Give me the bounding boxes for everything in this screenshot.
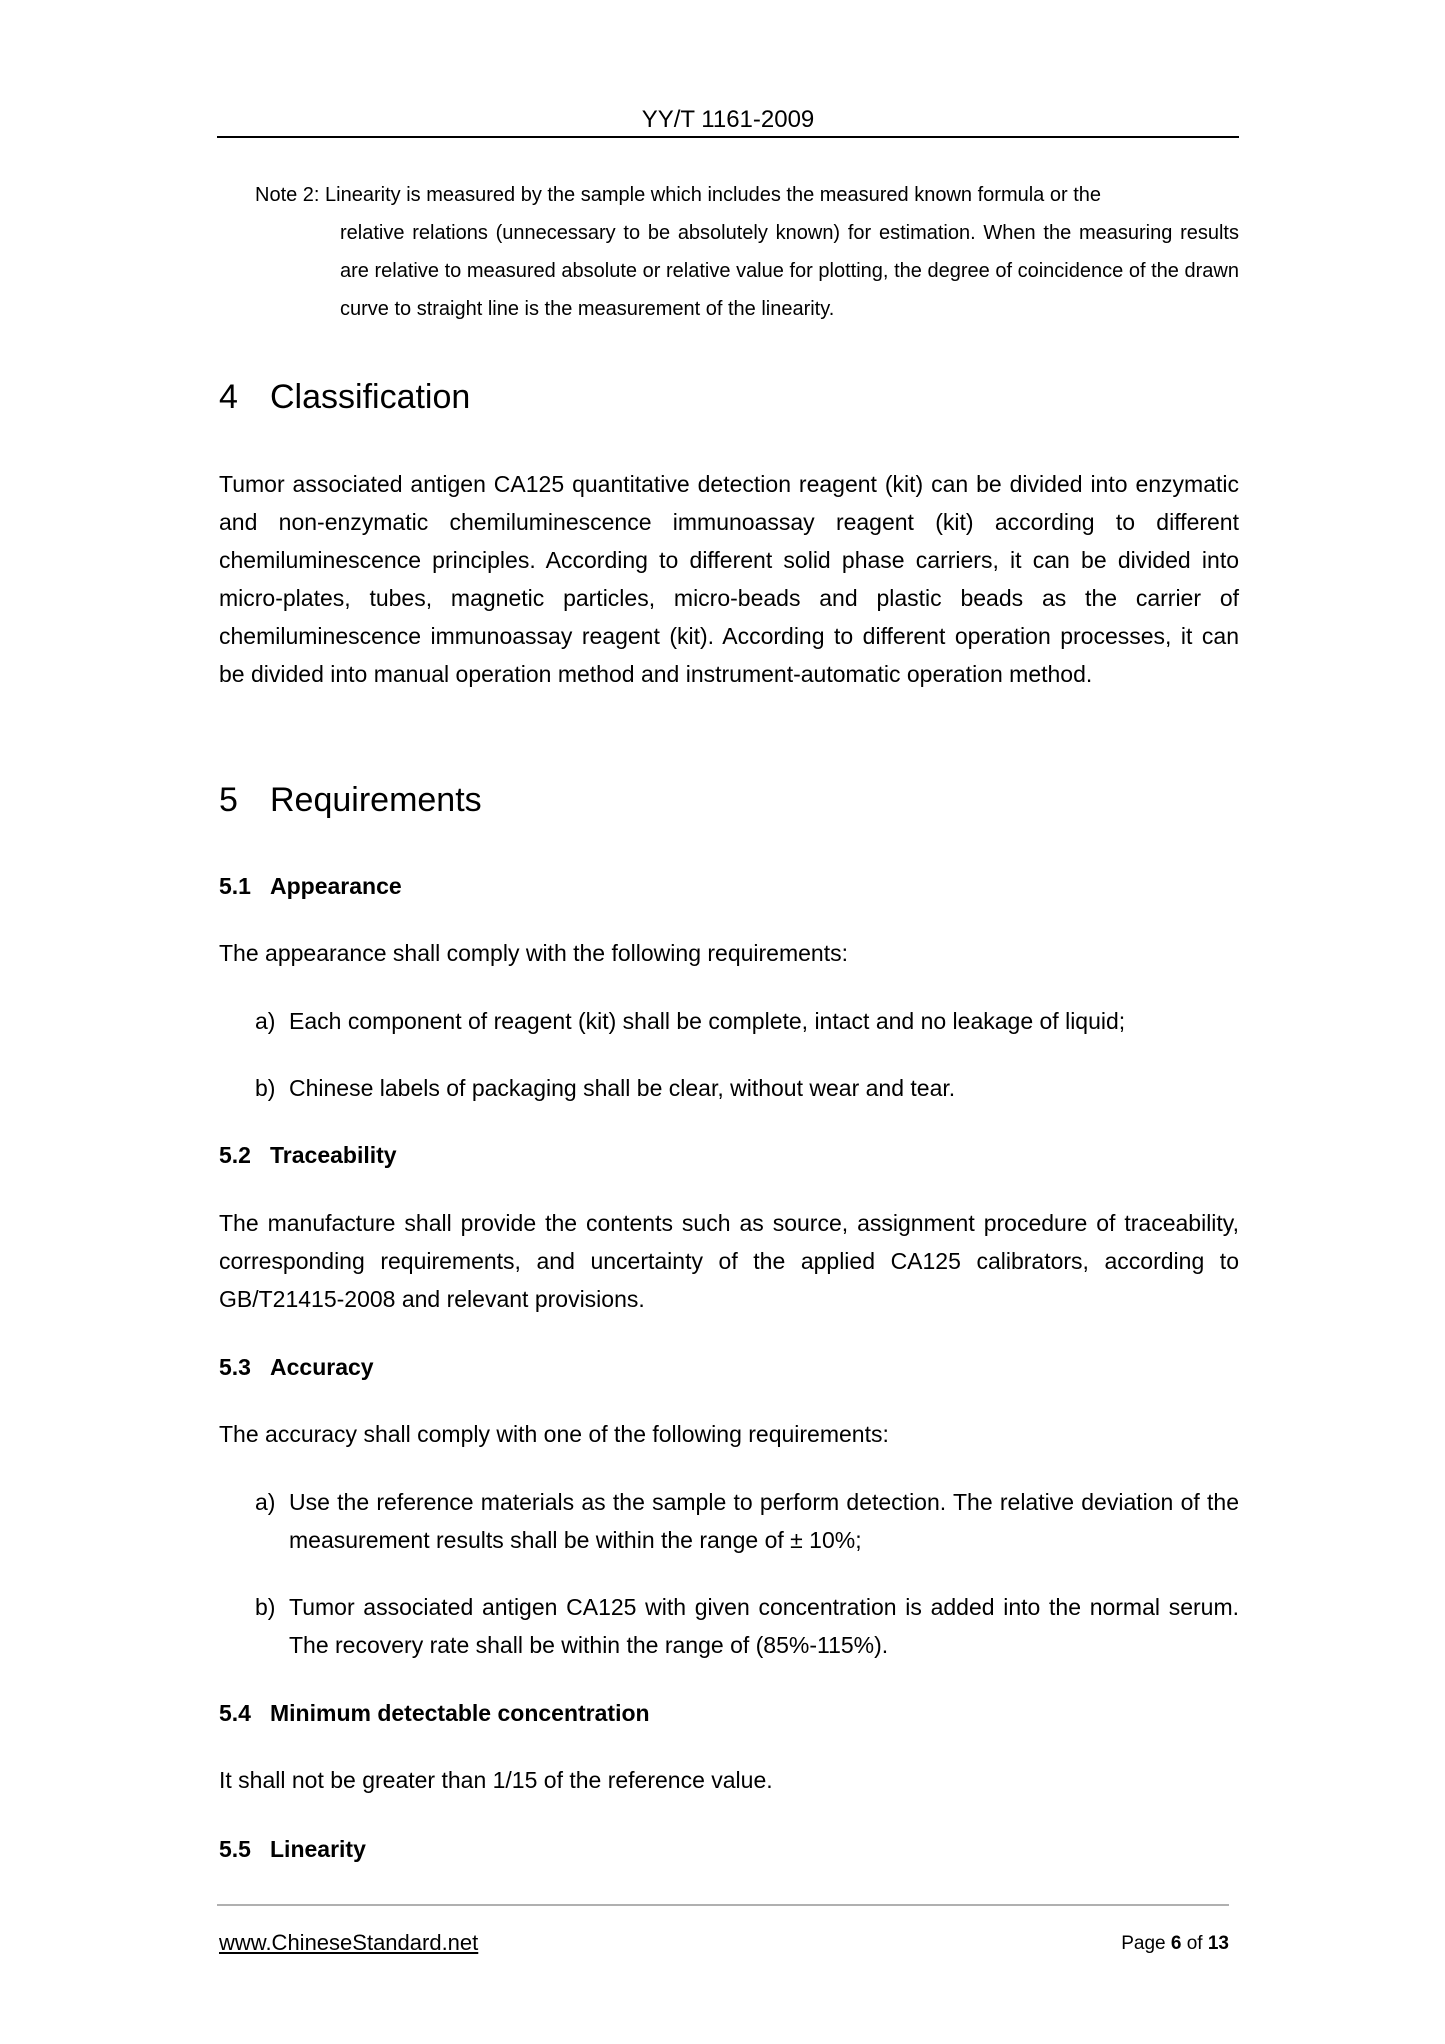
page-number (1121, 1931, 1229, 1957)
section-title: Classification (270, 378, 471, 416)
page-word: Page (1121, 1933, 1166, 1954)
section-title: Minimum detectable concentration (270, 1700, 650, 1726)
section-5-5-heading (219, 1830, 366, 1868)
section-number: 5 (219, 781, 238, 819)
section-5-3-heading (219, 1348, 374, 1386)
section-5-heading (219, 778, 482, 822)
section-number: 5.4 (219, 1700, 251, 1726)
list-label: b) (255, 1594, 276, 1620)
list-item (255, 1069, 1239, 1107)
header-divider (217, 136, 1239, 138)
section-title: Appearance (270, 873, 402, 899)
total-pages: 13 (1207, 1933, 1229, 1954)
footer-website-link[interactable]: www.ChineseStandard.net (219, 1930, 479, 1955)
section-title: Requirements (270, 781, 482, 819)
section-5-2-heading (219, 1136, 397, 1174)
running-header: YY/T 1161-2009 (641, 106, 815, 133)
note-text: Linearity is measured by the sample which includes the measured known formula or the (325, 184, 1101, 206)
list-text: Use the reference materials as the sample to perform detection. The relative deviation of the measurement results shall be within the range of ± 10%; (289, 1489, 1239, 1553)
list-label: b) (255, 1075, 276, 1101)
section-5-1-heading (219, 867, 402, 905)
list-item (255, 1588, 1239, 1664)
list-text: Each component of reagent (kit) shall be complete, intact and no leakage of liquid; (289, 1008, 1126, 1034)
classification-paragraph: Tumor associated antigen CA125 quantitative detection reagent (kit) can be divided into enzymatic and non-enzymatic chemiluminescence immunoassay reagent (kit) according to different chemiluminescence principles. According to different solid phase carriers, it can be divided into micro-plates, tubes, magnetic particles, micro-beads and plastic beads as the carrier of chemiluminescence immunoassay reagent (kit). According to different operation processes, it can be divided into manual operation method and instrument-automatic operation method. (219, 471, 1239, 687)
list-text: Chinese labels of packaging shall be clear, without wear and tear. (289, 1075, 956, 1101)
section-number: 5.1 (219, 873, 251, 899)
accuracy-intro: The accuracy shall comply with one of the following requirements: (219, 1421, 889, 1447)
section-number: 5.3 (219, 1354, 251, 1380)
min-detectable-paragraph: It shall not be greater than 1/15 of the reference value. (219, 1767, 773, 1793)
section-number: 4 (219, 378, 238, 416)
footer-divider (217, 1904, 1229, 1906)
list-item (255, 1483, 1239, 1559)
section-title: Traceability (270, 1142, 397, 1168)
section-number: 5.2 (219, 1142, 251, 1168)
list-item (255, 1002, 1239, 1040)
note-label: Note 2: (255, 184, 320, 206)
section-4-heading (219, 375, 470, 419)
of-word: of (1186, 1933, 1203, 1954)
appearance-intro: The appearance shall comply with the following requirements: (219, 940, 848, 966)
list-text: Tumor associated antigen CA125 with given concentration is added into the normal serum. The recovery rate shall be within the range of (85%-115%). (289, 1594, 1239, 1658)
current-page: 6 (1170, 1933, 1182, 1954)
note-continuation: relative relations (unnecessary to be absolutely known) for estimation. When the measuring results are relative to measured absolute or relative value for plotting, the degree of coincidence of the drawn curve to straight line is the measurement of the linearity. (340, 222, 1239, 320)
section-5-4-heading (219, 1694, 650, 1732)
list-label: a) (255, 1489, 276, 1515)
section-title: Accuracy (270, 1354, 374, 1380)
section-number: 5.5 (219, 1836, 251, 1862)
note-2 (255, 176, 1239, 328)
list-label: a) (255, 1008, 276, 1034)
traceability-paragraph: The manufacture shall provide the contents such as source, assignment procedure of traceability, corresponding requirements, and uncertainty of the applied CA125 calibrators, according to GB/T21415-2008 and relevant provisions. (219, 1210, 1239, 1312)
section-title: Linearity (270, 1836, 366, 1862)
